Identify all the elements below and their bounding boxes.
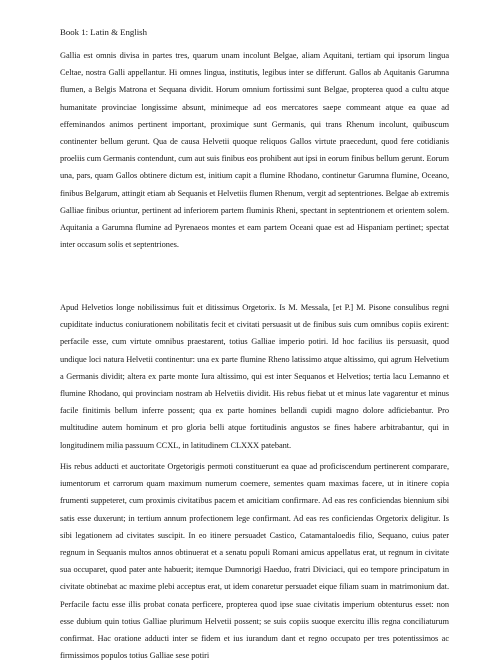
paragraph-3: His rebus adducti et auctoritate Orgetorigis permoti constituerunt ea quae ad proficiscendum pertinerent comparare, iumentorum et carrorum quam maximum numerum coemere, sementes quam maximas facere, ut in itinere copia frumenti suppeteret, cum proximis civitatibus pacem et amicitiam confirmare. Ad eas res conficiendas biennium sibi satis esse duxerunt; in tertium annum profectionem lege confirmant. Ad eas res conficiendas Orgetorix deligitur. Is sibi legationem ad civitates suscipit. In eo itinere persuadet Castico, Catamantaloedis filio, Sequano, cuius pater regnum in Sequanis multos annos obtinuerat et a senatu populi Romani amicus appellatus erat, ut regnum in civitate sua occuparet, quod pater ante habuerit; itemque Dumnorigi Haeduo, fratri Diviciaci, qui eo tempore principatum in civitate obtinebat ac maxime plebi acceptus erat, ut idem conaretur persuadet eique filiam suam in matrimonium dat. Perfacile factu esse illis probat conata perficere, propterea quod ipse suae civitatis imperium obtenturus esset: non esse dubium quin totius Galliae plurimum Helvetii possent; se suis copiis suoque exercitu illis regna conciliaturum confirmat. Hac oratione adducti inter se fidem et ius iurandum dant et regno occupato per tres potentissimos ac firmissimos populos totius Galliae sese potiri (60, 462, 449, 661)
paragraph-1: Gallia est omnis divisa in partes tres, quarum unam incolunt Belgae, aliam Aquitani, tertiam qui ipsorum lingua Celtae, nostra Galli appellantur. Hi omnes lingua, institutis, legibus inter se differunt. Gallos ab Aquitanis Garumna flumen, a Belgis Matrona et Sequana dividit. Horum omnium fortissimi sunt Belgae, propterea quod a cultu atque humanitate provinciae longissime absunt, minimeque ad eos mercatores saepe commeant atque ea quae ad effeminandos animos pertinent important, proximique sunt Germanis, qui trans Rhenum incolunt, quibuscum continenter bellum gerunt. Qua de causa Helvetii quoque reliquos Gallos virtute praecedunt, quod fere cotidianis proeliis cum Germanis contendunt, cum aut suis finibus eos prohibent aut ipsi in eorum finibus bellum gerunt. Eorum una, pars, quam Gallos obtinere dictum est, initium capit a flumine Rhodano, continetur Garumna flumine, Oceano, finibus Belgarum, attingit etiam ab Sequanis et Helvetiis flumen Rhenum, vergit ad septentriones. Belgae ab extremis Galliae finibus oriuntur, pertinent ad inferiorem partem fluminis Rheni, spectant in septentrionem et orientem solem. Aquitania a Garumna flumine ad Pyrenaeos montes et eam partem Oceani quae est ad Hispaniam pertinet; spectat inter occasum solis et septentriones. (60, 51, 449, 250)
page-heading: Book 1: Latin & English (60, 27, 147, 37)
paragraph-2: Apud Helvetios longe nobilissimus fuit et ditissimus Orgetorix. Is M. Messala, [et P.] M. Pisone consulibus regni cupiditate inductus coniurationem nobilitatis fecit et civitati persuasit ut de finibus suis cum omnibus copiis exirent: perfacile esse, cum virtute omnibus praestarent, totius Galliae imperio potiri. Id hoc facilius iis persuasit, quod undique loci natura Helvetii continentur: una ex parte flumine Rheno latissimo atque altissimo, qui agrum Helvetium a Germanis dividit; altera ex parte monte Iura altissimo, qui est inter Sequanos et Helvetios; tertia lacu Lemanno et flumine Rhodano, qui provinciam nostram ab Helvetiis dividit. His rebus fiebat ut et minus late vagarentur et minus facile finitimis bellum inferre possent; qua ex parte homines bellandi cupidi magno dolore adficiebantur. Pro multitudine autem hominum et pro gloria belli atque fortitudinis angustos se fines habere arbitrabantur, qui in longitudinem milia passuum CCXL, in latitudinem CLXXX patebant. (60, 303, 449, 450)
